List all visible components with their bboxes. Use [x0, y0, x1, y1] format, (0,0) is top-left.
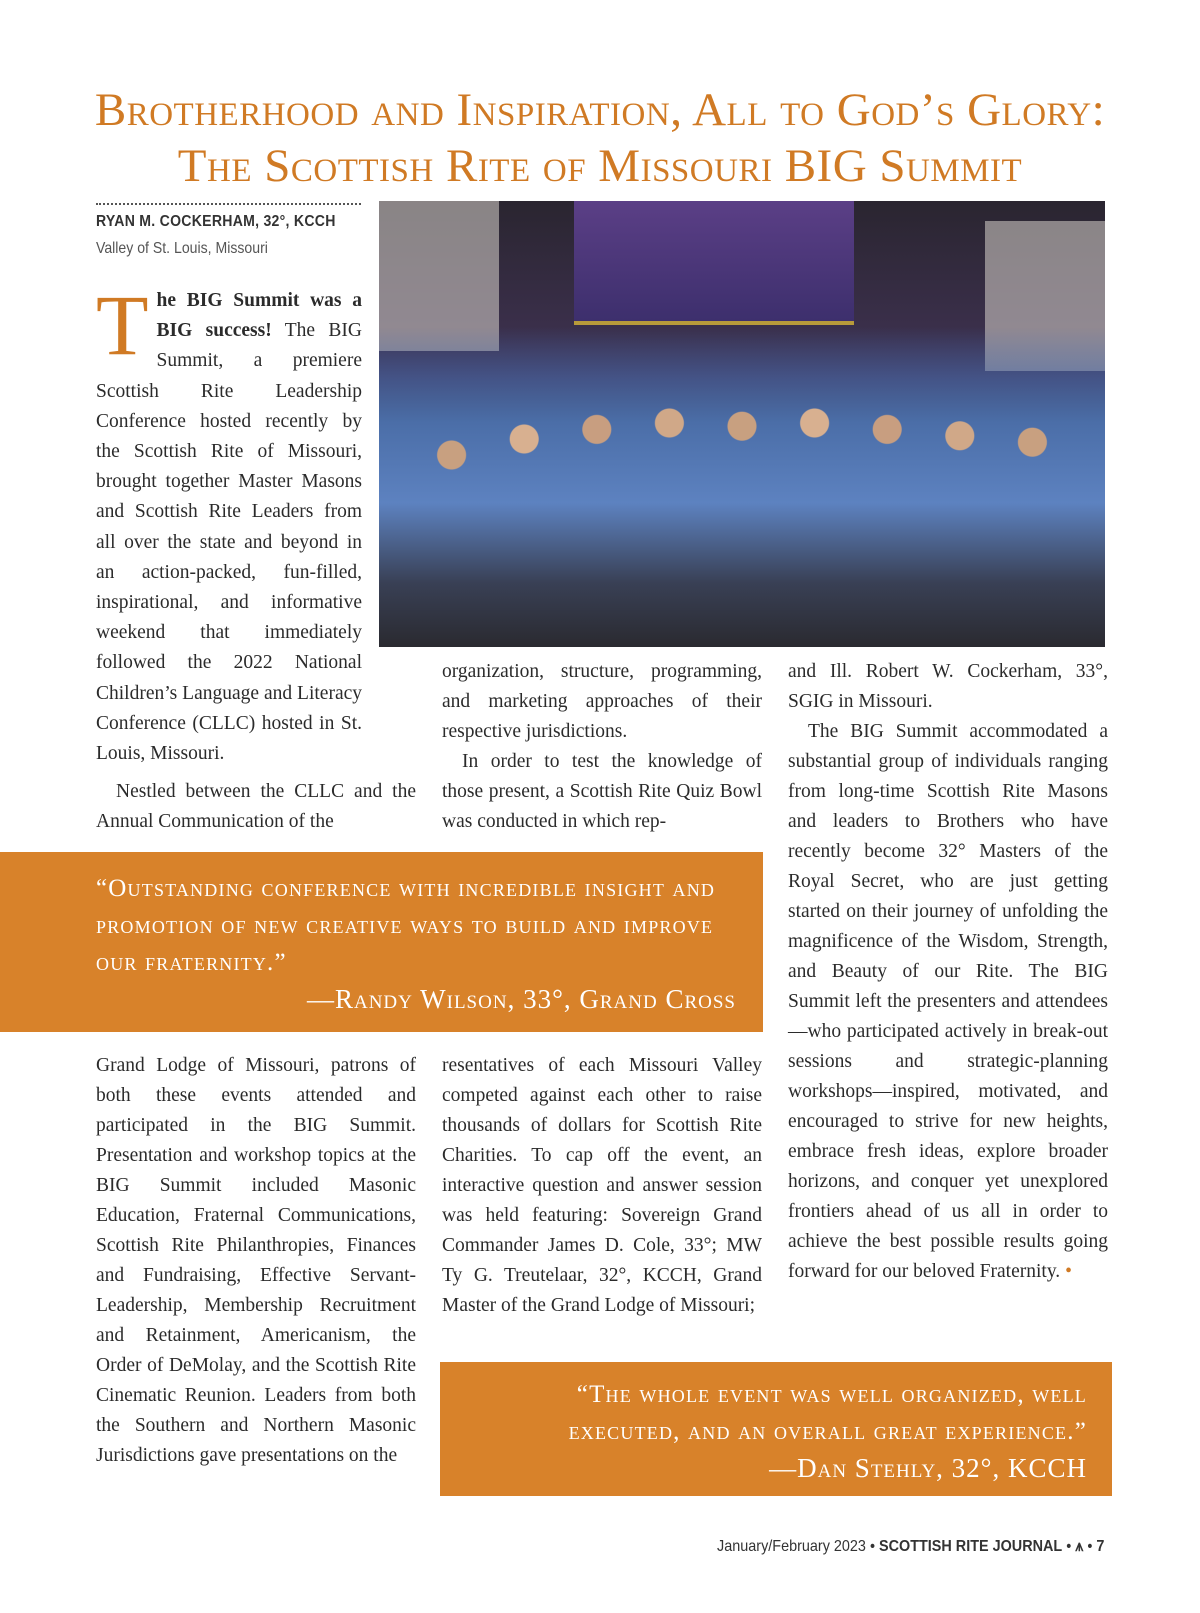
lead-text: The BIG Summit, a premiere Scottish Rite Leadership Conference hosted recently by the Scottish Rite of Missouri, brought together Master Masons and Scottish Rite Leaders from all over the state and beyond in an action-packed, fun-filled, inspirational, and informative weekend that immediately followed the 2022 National Children’s Language and Literacy Conference (CLLC) hosted in St. Louis, Missouri.: [96, 320, 362, 765]
paragraph-nestled: Nestled between the CLLC and the Annual Communication of the: [96, 781, 416, 832]
pull-quote-2-attribution: —Dan Stehly, 32°, KCCH: [769, 1453, 1087, 1483]
pull-quote-1: [0, 852, 763, 1032]
page-footer: [717, 1538, 1104, 1556]
footer-separator-2: •: [1061, 1538, 1075, 1555]
footer-separator-3: •: [1082, 1538, 1096, 1555]
pull-quote-2-text: “The whole event was well organized, well executed, and an overall great experience.”: [568, 1381, 1087, 1445]
column-2-top: [442, 657, 762, 837]
column-3: [788, 657, 1108, 1287]
paragraph-accommodated: [788, 717, 1108, 1287]
pull-quote-1-text: “Outstanding conference with incredible insight and promotion of new creative ways to build and improve our fraternity.”: [96, 875, 716, 976]
paragraph-grand-lodge: Grand Lodge of Missouri, patrons of both these events attended and participated in the BIG Summit. Presentation and workshop topics at the BIG Summit included Masonic Education, Fraternal Communications, Scottish Rite Philanthropies, Finances and Fundraising, Effective Servant-Leadership, Membership Recruitment and Retainment, Americanism, the Order of DeMolay, and the Scottish Rite Cinematic Reunion. Leaders from both the Southern and Northern Masonic Jurisdictions gave presentations on the: [96, 1055, 416, 1466]
drop-cap: T: [96, 277, 149, 373]
pull-quote-1-attribution: —Randy Wilson, 33°, Grand Cross: [306, 984, 736, 1014]
article-title: [60, 82, 1140, 194]
article-title-line-1: Brotherhood and Inspiration, All to God’s Glory:: [94, 84, 1106, 136]
scottish-rite-banner: [574, 201, 854, 325]
pull-quote-2: [440, 1362, 1112, 1496]
paragraph-cockerham: and Ill. Robert W. Cockerham, 33°, SGIG in Missouri.: [788, 661, 1108, 712]
paragraph-representatives: resentatives of each Missouri Valley competed against each other to raise thousands of dollars for Scottish Rite Charities. To cap off the event, an interactive question and answer session was held featuring: Sovereign Grand Commander James D. Cole, 33°; MW Ty G. Treutelaar, 32°, KCCH, Grand Master of the Grand Lodge of Missouri;: [442, 1055, 762, 1316]
paragraph-accommodated-text: The BIG Summit accommodated a substantial group of individuals ranging from long-time Scottish Rite Masons and leaders to Brothers who have recently become 32° Masters of the Royal Secret, who are just getting started on their journey of unfolding the magnificence of the Wisdom, Strength, and Beauty of our Rite. The BIG Summit left the presenters and attendees—who participated actively in break-out sessions and strategic-planning workshops—inspired, motivated, and encouraged to strive for new heights, embrace fresh ideas, explore broader horizons, and conquer yet unexplored frontiers ahead of us all in order to achieve the best possible results going forward for our beloved Fraternity.: [788, 721, 1108, 1282]
attendee-group: [379, 327, 1105, 647]
footer-separator-1: •: [865, 1538, 879, 1555]
issue-date: January/February 2023: [716, 1538, 866, 1555]
group-photo: [379, 201, 1105, 647]
byline-divider: [96, 203, 361, 205]
column-2-bottom: [442, 1051, 762, 1321]
author-name: RYAN M. COCKERHAM, 32°, KCCH: [96, 213, 336, 230]
author-valley: Valley of St. Louis, Missouri: [96, 240, 268, 257]
journal-name: SCOTTISH RITE JOURNAL: [878, 1538, 1062, 1555]
column-1-top: [96, 277, 362, 769]
page-number: 7: [1095, 1538, 1104, 1555]
paragraph-organization: organization, structure, programming, and marketing approaches of their respective jurisdictions.: [442, 661, 762, 742]
square-compass-icon: ⩚: [1074, 1538, 1083, 1555]
end-bullet: •: [1065, 1261, 1072, 1282]
column-1-bottom: [96, 1051, 416, 1471]
lead-bold: he BIG Summit was a BIG success!: [156, 290, 362, 342]
paragraph-quiz-bowl: In order to test the knowledge of those present, a Scottish Rite Quiz Bowl was conducted in which rep-: [442, 751, 762, 832]
lead-paragraph: [96, 277, 362, 769]
article-title-line-2: The Scottish Rite of Missouri BIG Summit: [177, 140, 1023, 192]
column-1-top-p2: [96, 777, 416, 837]
